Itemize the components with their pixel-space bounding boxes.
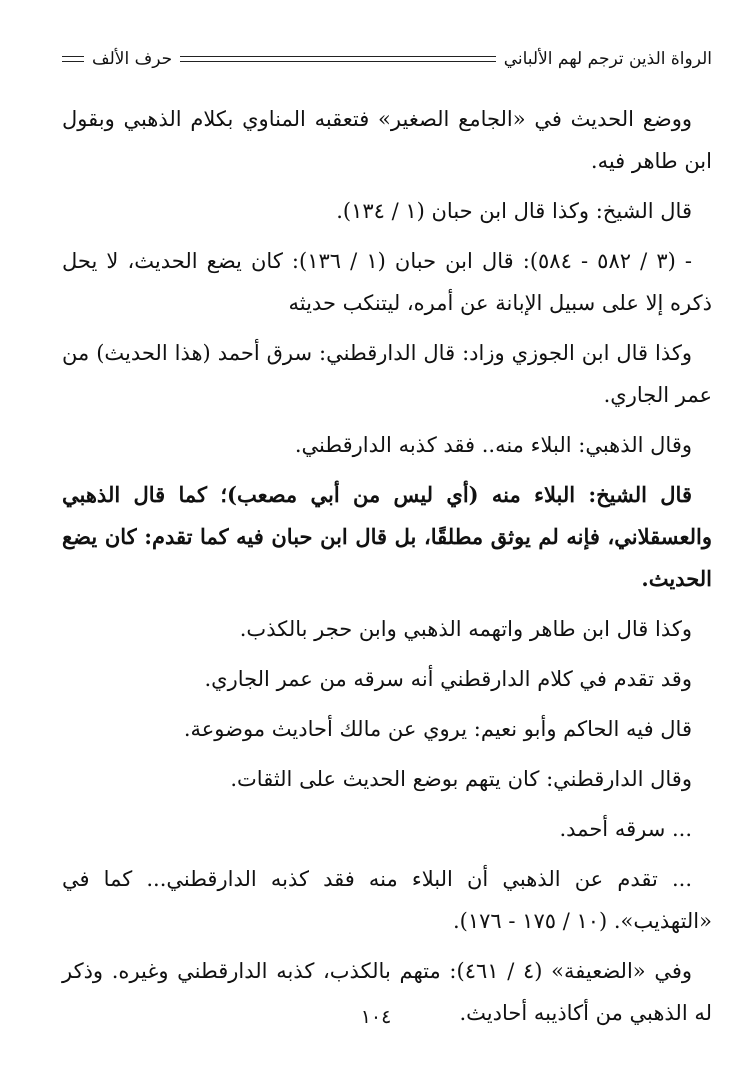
paragraph: ووضع الحديث في «الجامع الصغير» فتعقبه المناوي بكلام الذهبي وبقول ابن طاهر فيه. — [62, 107, 712, 173]
header-book-title: الرواة الذين ترجم لهم الألباني — [503, 49, 712, 69]
paragraph: وكذا قال ابن طاهر واتهمه الذهبي وابن حجر بالكذب. — [239, 617, 692, 641]
paragraph: ... سرقه أحمد. — [559, 817, 692, 841]
paragraph: قال الشيخ: وكذا قال ابن حبان (١ / ١٣٤). — [336, 199, 692, 223]
header-mark — [62, 56, 84, 62]
header-rule — [180, 56, 496, 62]
paragraph: وقد تقدم في كلام الدارقطني أنه سرقه من عمر الجاري. — [204, 667, 692, 691]
running-header — [62, 44, 712, 74]
paragraph: - (٣ / ٥٨٢ - ٥٨٤): قال ابن حبان (١ / ١٣٦): كان يضع الحديث، لا يحل ذكره إلا على سبيل الإبانة عن أمره، ليتنكب حديثه — [62, 249, 712, 315]
paragraph: قال فيه الحاكم وأبو نعيم: يروي عن مالك أحاديث موضوعة. — [183, 717, 692, 741]
paragraph: ... تقدم عن الذهبي أن البلاء منه فقد كذبه الدارقطني... كما في «التهذيب». (١٠ / ١٧٥ - ١٧٦). — [62, 867, 712, 933]
paragraph-emphasis: قال الشيخ: البلاء منه (أي ليس من أبي مصعب)؛ كما قال الذهبي والعسقلاني، فإنه لم يوثق مطلقًا، بل قال ابن حبان فيه كما تقدم: كان يضع الحديث. — [62, 482, 712, 591]
paragraph: وقال الذهبي: البلاء منه.. فقد كذبه الدارقطني. — [294, 433, 692, 457]
header-section: حرف الألف — [92, 49, 173, 69]
paragraph: وقال الدارقطني: كان يتهم بوضع الحديث على الثقات. — [230, 767, 692, 791]
page-body — [62, 98, 712, 1034]
paragraph: وكذا قال ابن الجوزي وزاد: قال الدارقطني: سرق أحمد (هذا الحديث) من عمر الجاري. — [62, 341, 712, 407]
paragraph: وفي «الضعيفة» (٤ / ٤٦١): متهم بالكذب، كذبه الدارقطني وغيره. وذكر له الذهبي من أكاذيبه أحاديث. — [62, 959, 712, 1025]
page-number: ١٠٤ — [360, 1006, 392, 1028]
